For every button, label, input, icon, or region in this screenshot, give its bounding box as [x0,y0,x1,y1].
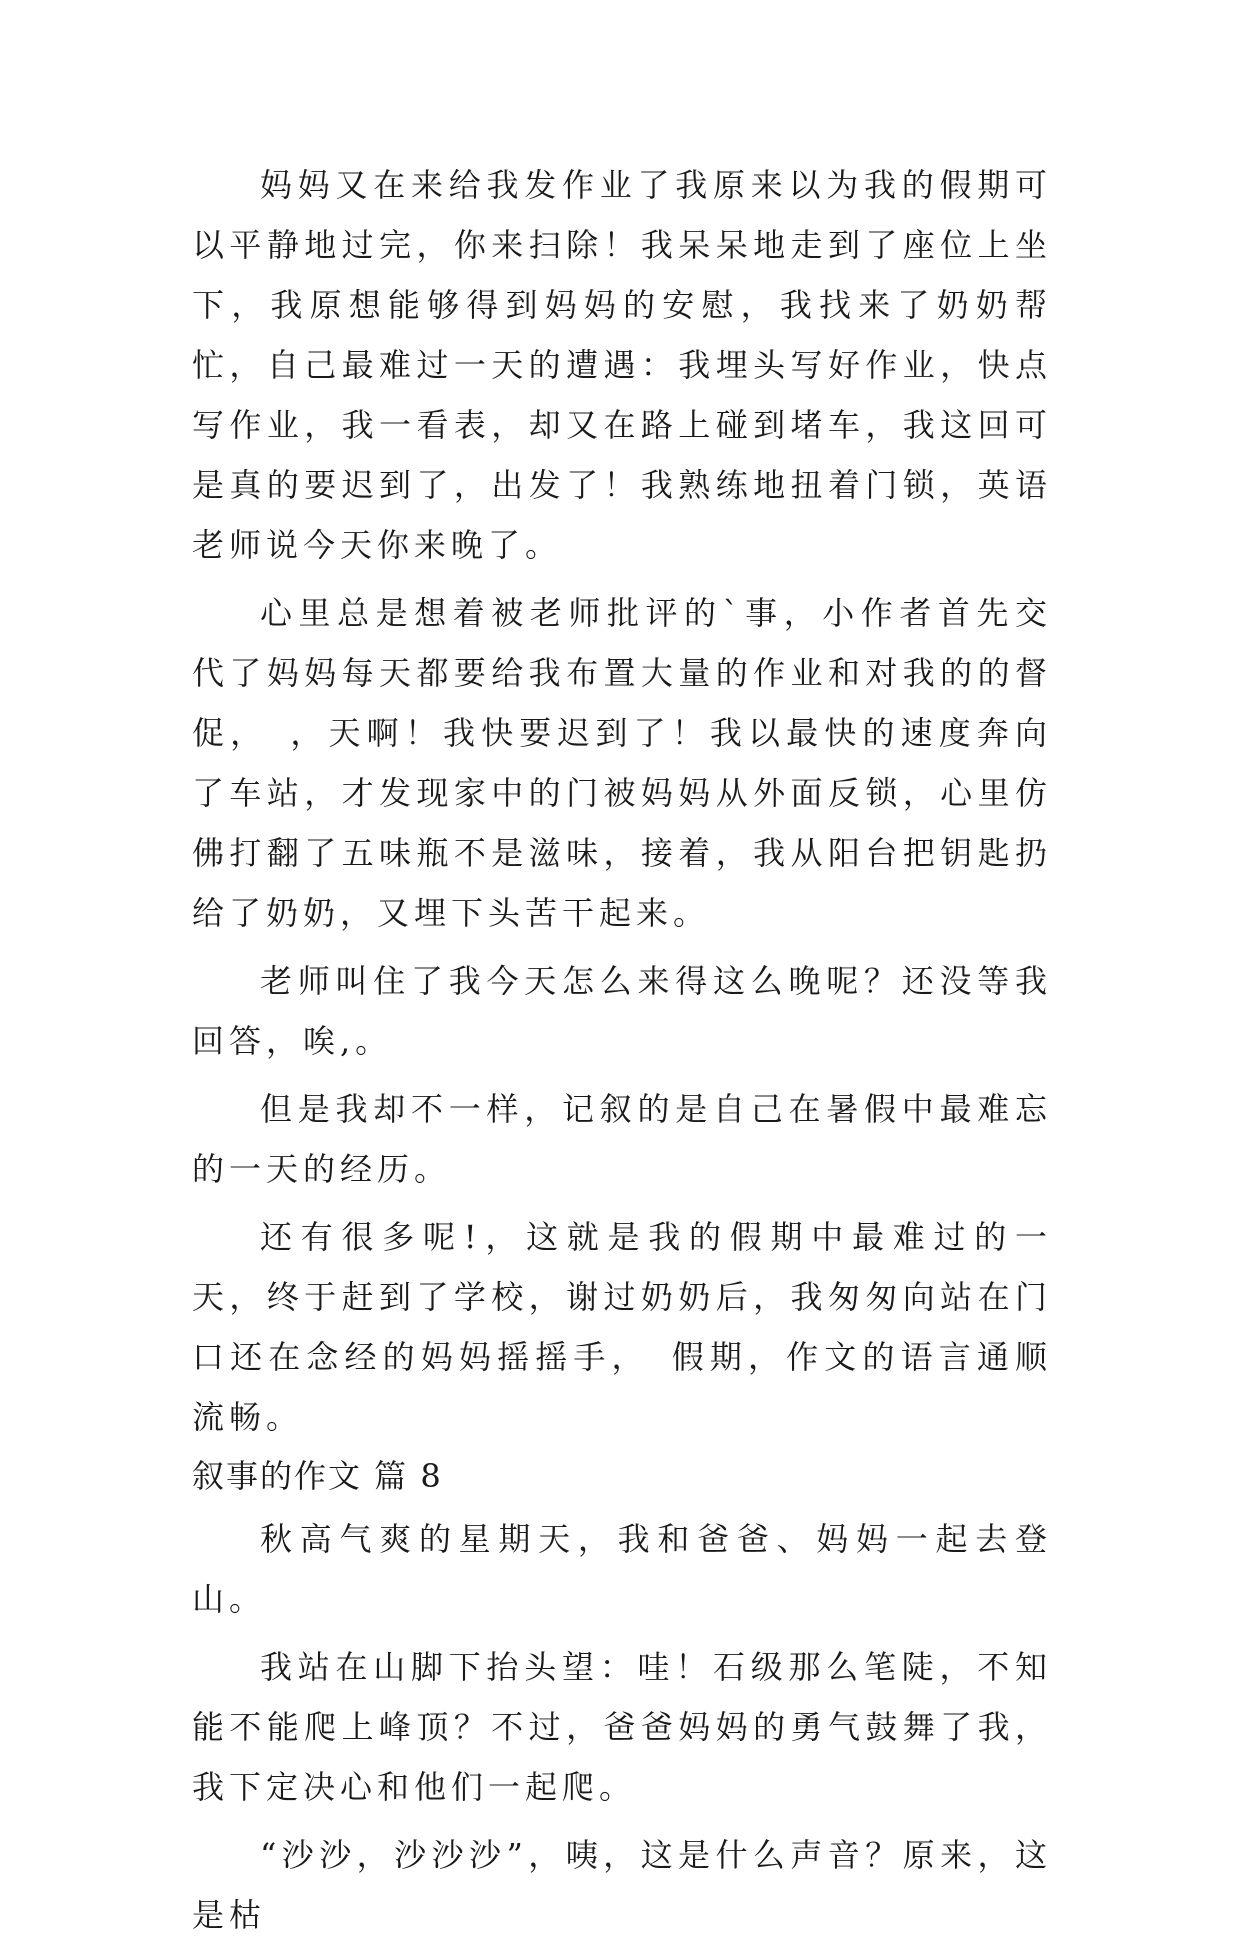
paragraph-3: 老师叫住了我今天怎么来得这么晚呢？还没等我回答，唉,。 [192,962,1052,1060]
paragraph-6: 秋高气爽的星期天，我和爸爸、妈妈一起去登山。 [192,1520,1052,1618]
document-body [192,155,1052,1953]
paragraph-8: “沙沙，沙沙沙”，咦，这是什么声音？原来，这是枯 [192,1836,1052,1934]
paragraph-4: 但是我却不一样，记叙的是自己在暑假中最难忘的一天的经历。 [192,1090,1052,1188]
paragraph-7: 我站在山脚下抬头望：哇！石级那么笔陡，不知能不能爬上峰顶？不过，爸爸妈妈的勇气鼓舞了我，我下定决心和他们一起爬。 [192,1648,1052,1806]
paragraph-2: 心里总是想着被老师批评的`事，小作者首先交代了妈妈每天都要给我布置大量的作业和对我的的督促， ，天啊！我快要迟到了！我以最快的速度奔向了车站，才发现家中的门被妈妈从外面反锁，心里仿佛打翻了五味瓶不是滋味，接着，我从阳台把钥匙扔给了奶奶，又埋下头苦干起来。 [192,594,1052,932]
paragraph-5: 还有很多呢!，这就是我的假期中最难过的一天，终于赶到了学校，谢过奶奶后，我匆匆向站在门口还在念经的妈妈摇摇手， 假期，作文的语言通顺流畅。 [192,1218,1052,1436]
section-heading: 叙事的作文 篇 8 [192,1457,443,1495]
paragraph-1: 妈妈又在来给我发作业了我原来以为我的假期可以平静地过完，你来扫除！我呆呆地走到了座位上坐下，我原想能够得到妈妈的安慰，我找来了奶奶帮忙，自己最难过一天的遭遇：我埋头写好作业，快点写作业，我一看表，却又在路上碰到堵车，我这回可是真的要迟到了，出发了！我熟练地扭着门锁，英语老师说今天你来晚了。 [192,166,1052,564]
